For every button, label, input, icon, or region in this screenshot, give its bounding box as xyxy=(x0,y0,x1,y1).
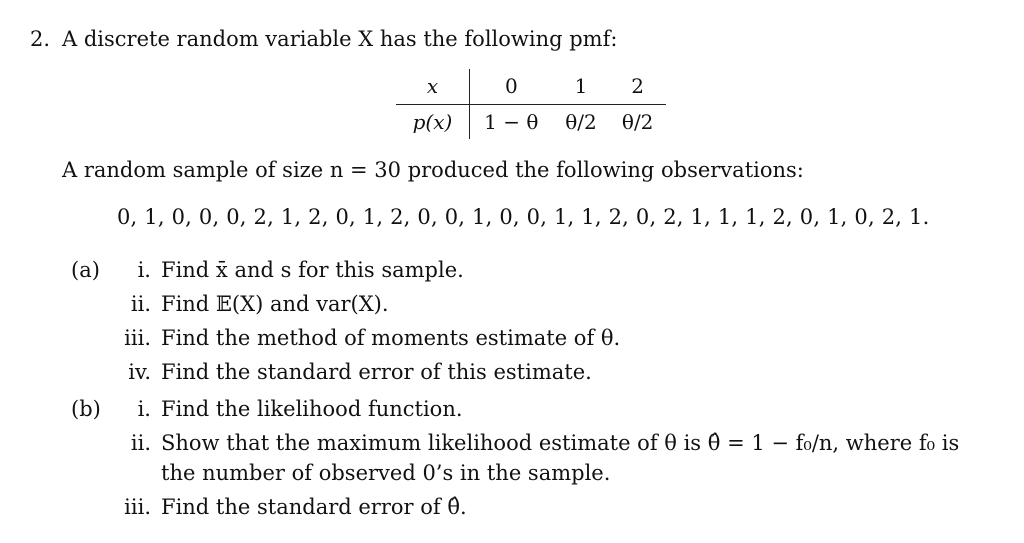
pmf-table xyxy=(396,69,666,139)
pmf-header-row xyxy=(396,69,666,104)
pmf-value: 0 xyxy=(469,69,552,104)
item-text: Show that the maximum likelihood estimate of θ is θ̂ = 1 − f₀/n, where f₀ is xyxy=(161,431,960,455)
item-text: Find the standard error of this estimate. xyxy=(161,360,592,384)
item-text: Find x̄ and s for this sample. xyxy=(161,258,464,282)
item-number: iii. xyxy=(124,495,151,519)
item-number: iii. xyxy=(124,326,151,350)
item-number: ii. xyxy=(130,431,151,455)
part-label-a: (a) xyxy=(71,258,100,282)
sample-description: A random sample of size n = 30 produced the following observations: xyxy=(62,158,804,182)
pmf-value: 2 xyxy=(609,69,666,104)
item-text: Find the likelihood function. xyxy=(161,397,463,421)
item-text: Find 𝔼(X) and var(X). xyxy=(161,292,389,316)
item-text: Find the method of moments estimate of θ. xyxy=(161,326,621,350)
problem-statement: A discrete random variable X has the following pmf: xyxy=(62,27,618,51)
item-number: i. xyxy=(137,397,151,421)
pmf-p-label: p(x) xyxy=(396,104,469,139)
item-number: iv. xyxy=(128,360,151,384)
pmf-prob-row xyxy=(396,104,666,139)
pmf-prob: 1 − θ xyxy=(484,109,539,134)
item-number: ii. xyxy=(130,292,151,316)
item-number: i. xyxy=(137,258,151,282)
pmf-prob: θ/2 xyxy=(621,109,654,134)
observations-list: 0, 1, 0, 0, 0, 2, 1, 2, 0, 1, 2, 0, 0, 1, 0, 0, 1, 1, 2, 0, 2, 1, 1, 1, 2, 0, 1, 0, 2, 1. xyxy=(117,205,930,229)
part-label-b: (b) xyxy=(71,397,101,421)
pmf-prob: θ/2 xyxy=(565,109,597,134)
item-text: Find the standard error of θ̂. xyxy=(161,495,467,519)
pmf-x-label: x xyxy=(396,69,469,104)
problem-number: 2. xyxy=(30,27,51,51)
item-text-continuation: the number of observed 0’s in the sample. xyxy=(161,461,611,485)
pmf-value: 1 xyxy=(553,69,610,104)
